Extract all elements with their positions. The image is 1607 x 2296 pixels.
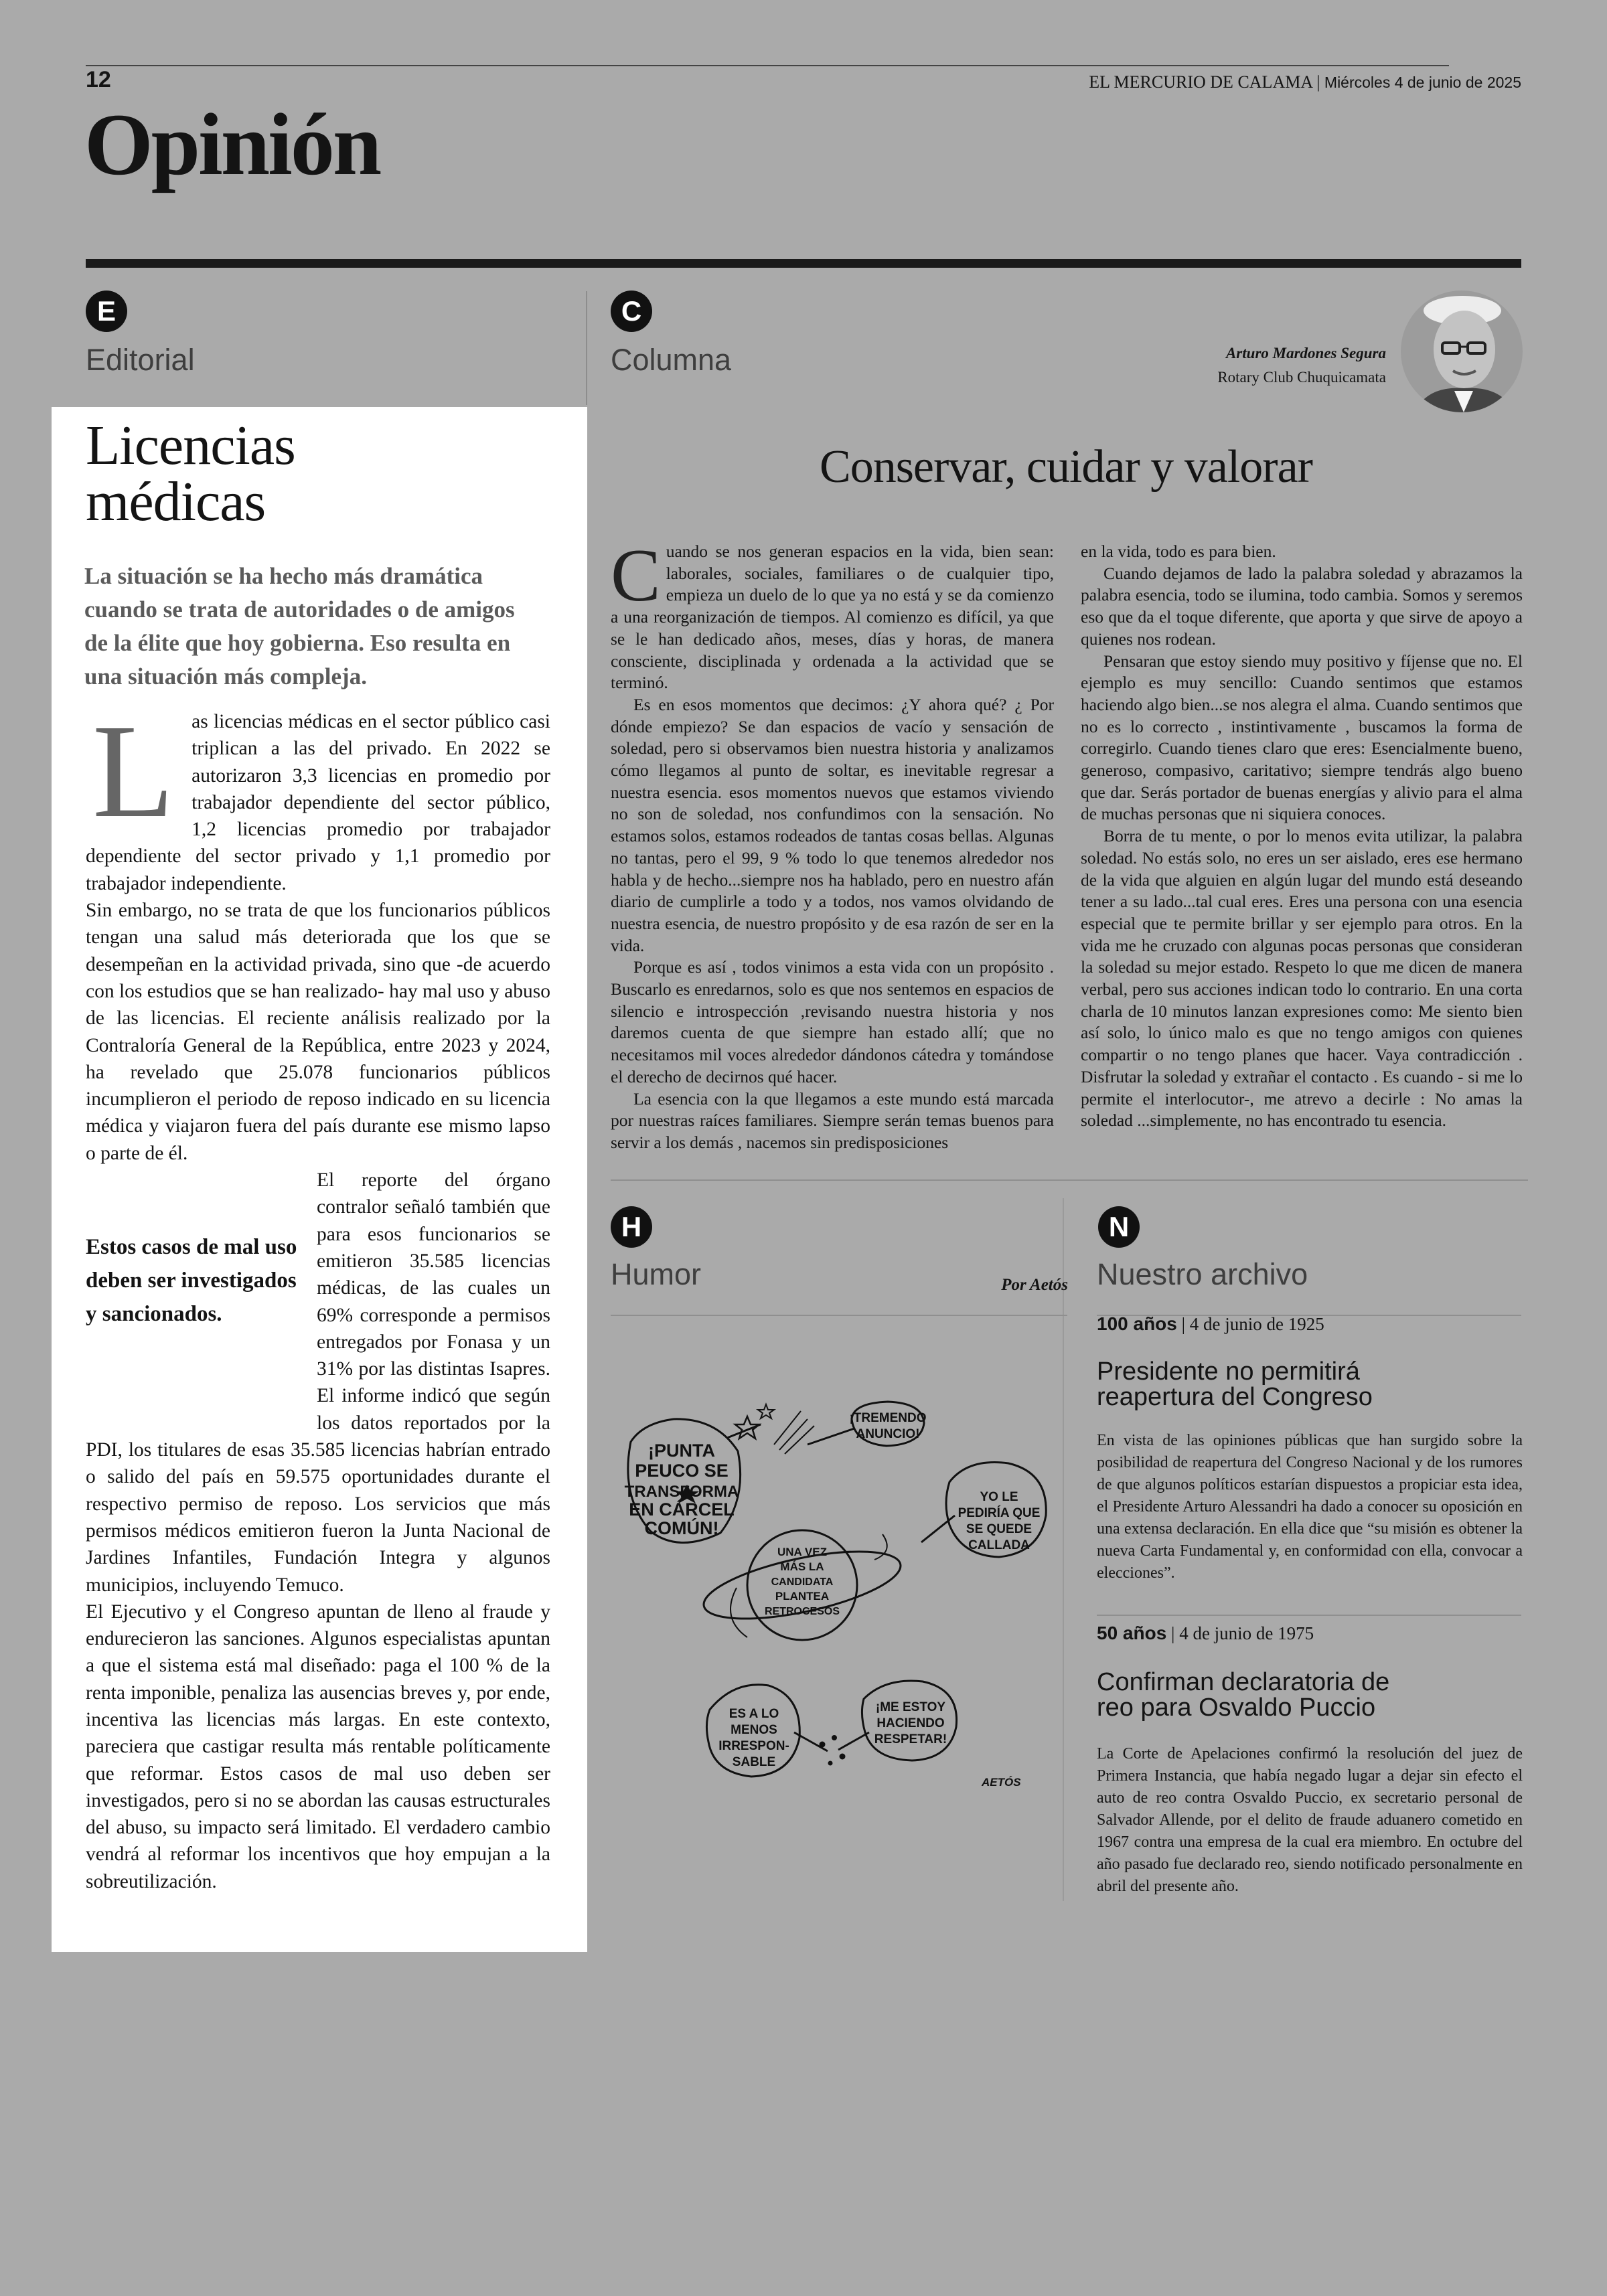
column-label: Columna bbox=[611, 343, 732, 377]
archive-headline: Confirman declaratoria de reo para Osvaldo Puccio bbox=[1097, 1668, 1390, 1722]
cartoon-text: RESPETAR! bbox=[874, 1732, 947, 1746]
column-paragraph: Pensaran que estoy siendo muy positivo y fíjense que no. El ejemplo es muy sencillo: Cuando sentimos que estamos haciendo algo bien...se nos alegra el alma. Cuando sentimos que no es lo correcto , instintivamente , buscamos la forma de corregirlo. Cuando tienes claro que eres: Esencialmente bueno, generoso, compasivo, caritativo; siempre tendrás algo bueno que dar. Serás portador de buenas energías y alivio para el alma de muchas personas que ni siquiera conoces. bbox=[1081, 651, 1523, 824]
column-paragraph: Cuando dejamos de lado la palabra soledad y abrazamos la palabra esencia, todo se ilumina, todo cambia. Somos y seremos eso que da el toque diferente, que aporta y que sirve de apoyo a quienes nos rodean. bbox=[1081, 563, 1523, 649]
drop-cap: L bbox=[92, 698, 175, 845]
column-divider bbox=[586, 291, 587, 405]
masthead-separator: | bbox=[1316, 72, 1320, 92]
cartoon-text: MÁS LA bbox=[780, 1560, 824, 1573]
newspaper-name: EL MERCURIO DE CALAMA bbox=[1089, 72, 1312, 92]
archive-date: 4 de junio de 1925 bbox=[1189, 1314, 1324, 1334]
column-text-right bbox=[1081, 541, 1523, 1132]
column-end-rule bbox=[611, 1179, 1528, 1181]
column-paragraph: Es en esos momentos que decimos: ¿Y ahora qué? ¿ Por dónde empiezo? Se dan espacios de vacío y sensación de soledad, pero si observamos bien nuestra historia y analizamos cómo llegamos al punto de soltar, es inevitable regresar a nuestra esencia. esos momentos nuevos que estamos viviendo no son de soledad, nos confundimos con la sensación. No estamos solos, estamos rodeados de tantas cosas bellas. Algunas no tantas, pero el 99, 9 % todo lo que tenemos alrededor nos habla y de hecho...siempre nos ha hablado, pero en nuestro afán diario de cumplirle a todo y a todos, nos vamos olvidando de nuestra esencia, de nuestro propósito y de esa razón de ser en la vida. bbox=[611, 694, 1054, 955]
editorial-standfirst: La situación se ha hecho más dramática cuando se trata de autoridades o de amigos de la élite que hoy gobierna. Eso resulta en una situación más compleja. bbox=[84, 563, 515, 689]
section-title: Opinión bbox=[84, 95, 380, 193]
archive-badge: N bbox=[1098, 1206, 1140, 1248]
cartoon-text: PEDIRÍA QUE bbox=[958, 1506, 1041, 1520]
issue-date: Miércoles 4 de junio de 2025 bbox=[1324, 74, 1521, 91]
column-paragraph: Borra de tu mente, o por lo menos evita utilizar, la palabra soledad. No estás solo, no eres un ser aislado, eres ese hermano de la vida que alguien en algún lugar del mundo está deseando tener a su lado...tal cual eres. Eres una persona con una esencia especial que te permite brillar y ser ejemplo para otros. En la vida me he cruzado con algunas pocas personas que consideran la soledad su mejor estado. Respeto lo que me dicen de manera verbal, pero sus acciones indican todo lo contrario. En una corta charla de 10 minutos lanzan expresiones como: Me siento bien así solo, lo único malo es que no tengo amigos con quienes compartir o no tengo planes que hacer. Vaya contradicción . Disfrutar la soledad y extrañar el contacto . Es cuando - si me lo permite el interlocutor-, me atrevo a decirle : No amas la soledad ...simplemente, no has encontrado tu esencia. bbox=[1081, 826, 1523, 1131]
archive-label: Nuestro archivo bbox=[1097, 1257, 1308, 1291]
cartoon-text: ¡TREMENDO bbox=[849, 1411, 927, 1425]
cartoon-text: UNA VEZ bbox=[777, 1546, 827, 1558]
humor-credit: Por Aetós bbox=[1001, 1276, 1068, 1294]
editorial-headline bbox=[86, 414, 554, 533]
archive-text: La Corte de Apelaciones confirmó la resolución del juez de Primera Instancia, que había negado lugar a dejar sin efecto el auto de reo contra Osvaldo Puccio, ex secretario personal de Salvador Allende, por el delito de fraude aduanero cometido en 1967 contra una empresa de la cual era miembro. En octubre del año pasado fue declarado reo, siendo notificado personalmente en abril del presente año. bbox=[1097, 1745, 1523, 1895]
editorial-badge: E bbox=[86, 291, 127, 332]
cartoon-text: YO LE bbox=[980, 1490, 1018, 1504]
archive-years: 50 años bbox=[1097, 1623, 1167, 1643]
editorial-headline-line: Licencias bbox=[86, 414, 295, 477]
author-organization: Rotary Club Chuquicamata bbox=[1217, 369, 1386, 386]
cartoon-text: TRANSFORMA bbox=[624, 1483, 739, 1501]
editorial-label: Editorial bbox=[86, 343, 195, 377]
archive-years: 100 años bbox=[1097, 1313, 1177, 1334]
cartoon-text: PEUCO SE bbox=[635, 1461, 729, 1481]
cartoon-text: ANUNCIO! bbox=[856, 1427, 920, 1441]
drop-cap: C bbox=[611, 534, 661, 617]
cartoon-text: CALLADA bbox=[968, 1538, 1030, 1552]
editorial-paragraph: Sin embargo, no se trata de que los funcionarios públicos tengan una salud más deteriorada que los que se desempeñan en la actividad privada, sino que -de acuerdo con los estudios que se han realizado- hay mal uso y abuso de las licencias. El reciente análisis realizado por la Contraloría General de la República, entre 2023 y 2024, ha revelado que 25.078 funcionarios públicos incumplieron el periodo de reposo indicado en su licencia médica y viajaron fuera del país durante ese mismo lapso o parte de él. bbox=[86, 900, 550, 1164]
editorial-headline-line: médicas bbox=[86, 471, 266, 533]
cartoon-text: COMÚN! bbox=[644, 1518, 719, 1538]
author-photo bbox=[1401, 291, 1523, 412]
cartoon-text: ¡PUNTA bbox=[648, 1441, 715, 1461]
archive-text: En vista de las opiniones públicas que han surgido sobre la posibilidad de reapertura del Congreso Nacional y de los rumores de que algunos políticos estarían dispuestos a propiciar esta idea, el Presidente Arturo Alessandri ha dado a conocer su oposición en una extensa declaración. En ella dice que “su misión es obtener la nueva Carta Fundamental y, en conformidad con ella, convocar a elecciones”. bbox=[1097, 1432, 1523, 1582]
column-badge: C bbox=[611, 291, 652, 332]
page-number: 12 bbox=[86, 67, 111, 92]
section-rule bbox=[86, 259, 1521, 268]
cartoon-text: CANDIDATA bbox=[771, 1576, 834, 1588]
humor-badge: H bbox=[611, 1206, 652, 1248]
archive-headline: Presidente no permitirá reapertura del Congreso bbox=[1097, 1358, 1373, 1411]
column-headline: Conservar, cuidar y valorar bbox=[820, 441, 1312, 493]
archive-date: 4 de junio de 1975 bbox=[1179, 1623, 1314, 1643]
editorial-paragraph: El Ejecutivo y el Congreso apuntan de lleno al fraude y endurecieron las sanciones. Algunos especialistas apuntan a que el sistema está mal diseñado: paga el 100 % de la renta imponible, penaliza las ausencias breves y, por ende, incentiva las licencias más largas. En este contexto, pareciera que castigar resulta más rentable políticamente que reformar. Estos casos de mal uso deben ser investigados, pero si no se abordan las causas estructurales del abuso, su impacto será limitado. El verdadero cambio vendrá al reformar los incentivos que hoy empujan a la sobreutilización. bbox=[86, 1601, 550, 1892]
archive-separator bbox=[1097, 1615, 1521, 1616]
cartoon-text: SABLE bbox=[732, 1755, 776, 1769]
cartoon-text: HACIENDO bbox=[876, 1716, 945, 1730]
editorial-pullquote: Estos casos de mal uso deben ser investigados y sancionados. bbox=[86, 1235, 297, 1326]
editorial-paragraph: Las licencias médicas en el sector público casi triplican a las del privado. En 2022 se autorizaron 3,3 licencias en promedio por trabajador dependiente del sector público, 1,2 licencias promedio por trabajador dependiente del sector privado y 1,1 promedio por trabajador independiente. bbox=[86, 698, 550, 894]
editorial-paragraph: El reporte del órgano contralor señaló también que para esos funcionarios se emitieron 35.585 licencias médicas, de las cuales un 69% corresponde a permisos entregados por Fonasa y un 31% por las distintas Isapres. El informe indicó que según los datos reportados por la PDI, los titulares de esas 35.585 licencias habrían entrado o salido del país en 59.575 oportunidades durante el respectivo permiso de reposo. Los servicios que más permisos médicos emitieron fueron la Junta Nacional de Jardines Infantiles, Fundación Integra y algunos municipios, incluyendo Temuco. bbox=[86, 1169, 550, 1596]
humor-cartoon bbox=[607, 1384, 1073, 1819]
cartoon-signature: AETÓS bbox=[982, 1776, 1021, 1789]
masthead bbox=[1089, 72, 1521, 92]
column-paragraph: Porque es así , todos vinimos a esta vida con un propósito . Buscarlo es enredarnos, solo es que nos sentemos en espacios de silencio e introspección ,revisando nuestra historia y nos daremos cuenta de que siempre han estado allí; que no necesitamos mil voces alrededor dándonos cátedra y tomándose el derecho de decirnos qué hacer. bbox=[611, 957, 1054, 1086]
cartoon-text: ¡ME ESTOY bbox=[875, 1700, 946, 1714]
cartoon-text: IRRESPON- bbox=[718, 1739, 789, 1753]
archive-entry-meta: 100 años | 4 de junio de 1925 bbox=[1097, 1313, 1324, 1334]
humor-label: Humor bbox=[611, 1257, 702, 1291]
archive-entry-meta: 50 años | 4 de junio de 1975 bbox=[1097, 1623, 1314, 1643]
cartoon-text: PLANTEA bbox=[775, 1590, 830, 1603]
top-rule bbox=[86, 65, 1449, 66]
cartoon-text: ES A LO bbox=[729, 1707, 779, 1721]
humor-rule bbox=[611, 1315, 1067, 1316]
column-text-left bbox=[611, 534, 1054, 1154]
cartoon-text: RETROCESOS bbox=[764, 1606, 840, 1617]
column-paragraph: La esencia con la que llegamos a este mundo está marcada por nuestras raíces familiares. Siempre serán temas buenos para servir a los demás , nacemos sin predisposiciones bbox=[611, 1088, 1054, 1152]
column-paragraph: en la vida, todo es para bien. bbox=[1081, 542, 1276, 561]
cartoon-text: MENOS bbox=[731, 1723, 777, 1737]
cartoon-text: SE QUEDE bbox=[966, 1522, 1032, 1536]
column-author bbox=[1217, 341, 1386, 390]
cartoon-text: EN CÁRCEL bbox=[629, 1499, 735, 1520]
column-paragraph: Cuando se nos generan espacios en la vida, bien sean: laborales, sociales, familiares o de cualquier tipo, empieza un duelo de lo que ya no está y se da comienzo a una reorganización de tiempos. Al comienzo es difícil, ya que se le han dedicado años, meses, días y horas, de manera consciente, disciplinada y ordenada a la actividad que se terminó. bbox=[611, 534, 1054, 693]
author-name: Arturo Mardones Segura bbox=[1225, 345, 1386, 361]
